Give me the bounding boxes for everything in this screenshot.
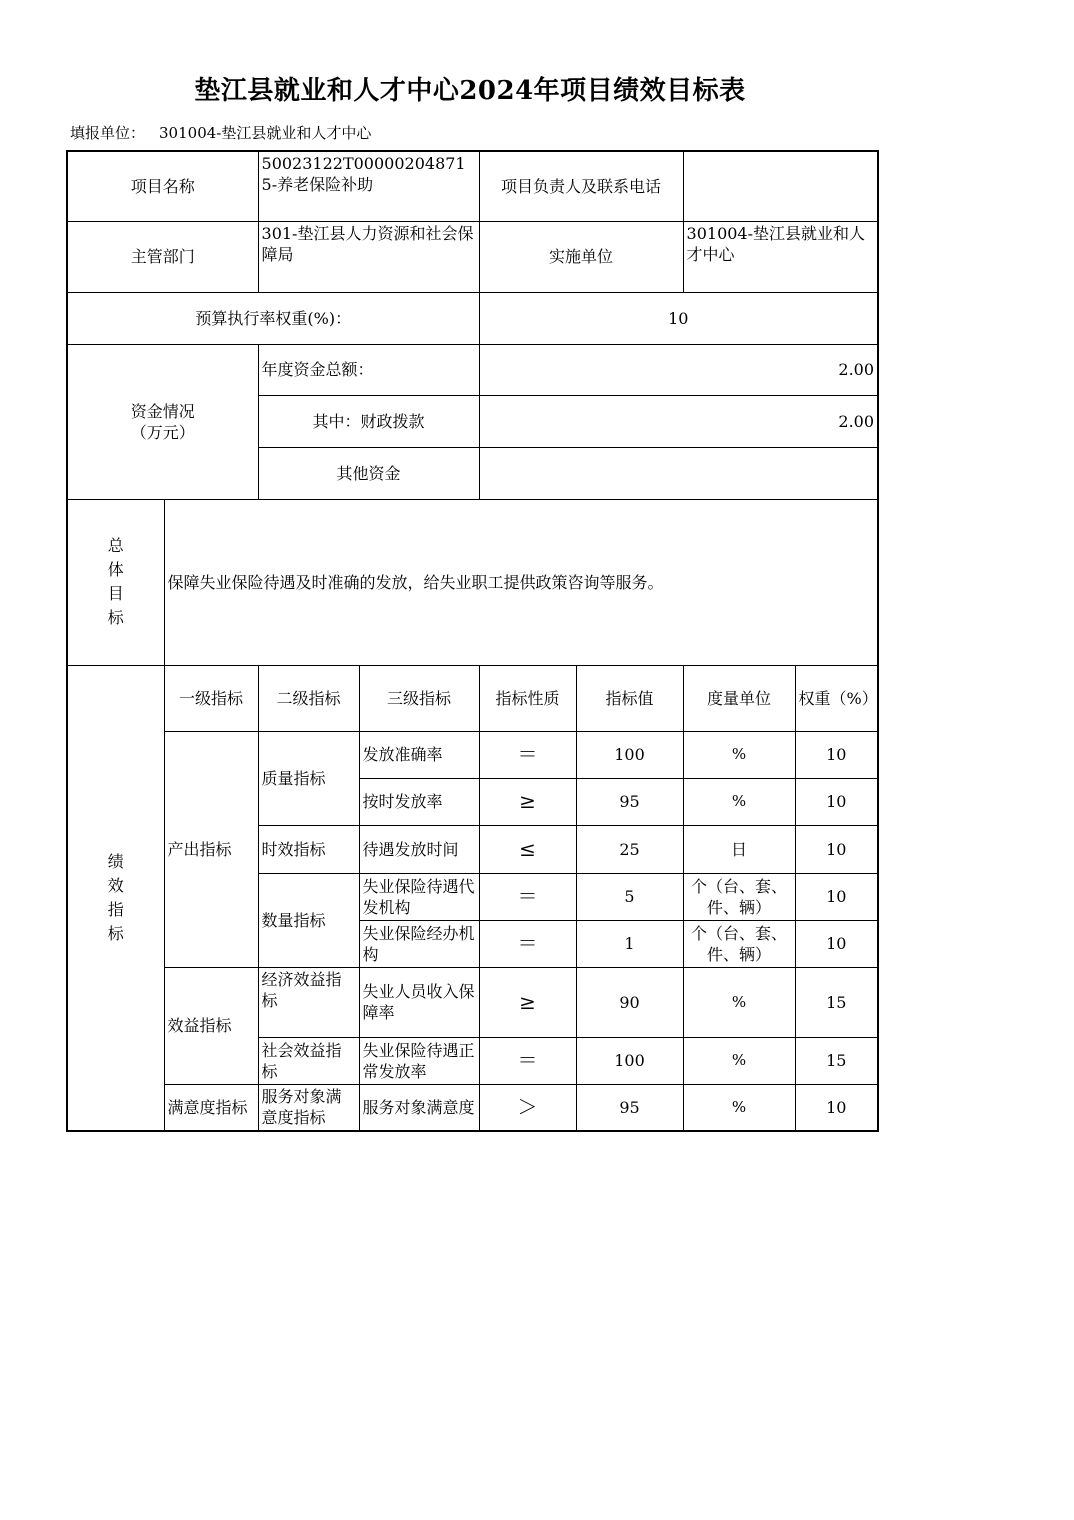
dept-label: 主管部门 [67, 221, 258, 292]
level1-cell: 效益指标 [164, 967, 258, 1084]
row-annual-total [67, 344, 878, 395]
header-value: 指标值 [576, 665, 683, 731]
other-funds-value [479, 447, 878, 499]
level3-cell: 失业保险待遇正常发放率 [359, 1037, 479, 1084]
level1-cell: 满意度指标 [164, 1084, 258, 1131]
weight-cell: 10 [795, 920, 878, 967]
level2-cell: 经济效益指标 [258, 967, 359, 1037]
weight-cell: 10 [795, 731, 878, 778]
fill-unit [70, 122, 385, 143]
nature-cell: ≤ [479, 825, 576, 873]
goal-char: 总 [107, 536, 124, 555]
header-nature: 指标性质 [479, 665, 576, 731]
level2-cell: 社会效益指标 [258, 1037, 359, 1084]
level3-cell: 待遇发放时间 [359, 825, 479, 873]
unit-cell: 个（台、套、件、辆） [683, 920, 795, 967]
weight-cell: 10 [795, 873, 878, 920]
dept-value: 301-垫江县人力资源和社会保障局 [258, 221, 479, 292]
weight-cell: 15 [795, 967, 878, 1037]
overall-goal-text: 保障失业保险待遇及时准确的发放，给失业职工提供政策咨询等服务。 [164, 499, 878, 665]
fiscal-value: 2.00 [479, 395, 878, 447]
row-overall-goal [67, 499, 878, 665]
unit-cell: % [683, 967, 795, 1037]
nature-cell: ≥ [479, 967, 576, 1037]
value-cell: 95 [576, 778, 683, 825]
annual-total-value: 2.00 [479, 344, 878, 395]
unit-cell: % [683, 731, 795, 778]
goal-char: 体 [107, 560, 124, 579]
perf-char: 标 [107, 923, 124, 943]
value-cell: 100 [576, 731, 683, 778]
budget-rate-value: 10 [479, 292, 878, 344]
value-cell: 90 [576, 967, 683, 1037]
funds-label [67, 344, 258, 499]
performance-label [67, 665, 164, 1131]
perf-char: 指 [107, 899, 124, 919]
value-cell: 100 [576, 1037, 683, 1084]
contact-label: 项目负责人及联系电话 [479, 151, 683, 221]
weight-cell: 10 [795, 778, 878, 825]
overall-goal-label [67, 499, 164, 665]
row-indicator-header [67, 665, 878, 731]
level2-cell: 服务对象满意度指标 [258, 1084, 359, 1131]
header-level3: 三级指标 [359, 665, 479, 731]
value-cell: 5 [576, 873, 683, 920]
goal-char: 目 [107, 584, 124, 603]
perf-char: 效 [107, 875, 124, 895]
value-cell: 95 [576, 1084, 683, 1131]
funds-label-line1: 资金情况 [130, 401, 195, 421]
contact-value [683, 151, 878, 221]
impl-label: 实施单位 [479, 221, 683, 292]
value-cell: 1 [576, 920, 683, 967]
table-row [67, 731, 878, 778]
row-project-name [67, 151, 878, 221]
table-row [67, 1084, 878, 1131]
other-funds-label: 其他资金 [258, 447, 479, 499]
nature-cell: ＝ [479, 873, 576, 920]
level2-cell: 数量指标 [258, 873, 359, 967]
level3-cell: 失业人员收入保障率 [359, 967, 479, 1037]
perf-char: 绩 [107, 851, 124, 871]
level2-cell: 质量指标 [258, 731, 359, 825]
funds-label-line2: （万元） [130, 422, 195, 442]
nature-cell: ＝ [479, 1037, 576, 1084]
goal-char: 标 [107, 608, 124, 627]
row-budget-rate [67, 292, 878, 344]
level1-cell: 产出指标 [164, 731, 258, 967]
row-department [67, 221, 878, 292]
nature-cell: ＝ [479, 731, 576, 778]
performance-table [66, 150, 879, 1132]
weight-cell: 10 [795, 1084, 878, 1131]
fiscal-label: 其中：财政拨款 [258, 395, 479, 447]
weight-cell: 15 [795, 1037, 878, 1084]
unit-cell: 个（台、套、件、辆） [683, 873, 795, 920]
unit-cell: % [683, 1084, 795, 1131]
nature-cell: ＞ [479, 1084, 576, 1131]
impl-value: 301004-垫江县就业和人才中心 [683, 221, 878, 292]
budget-rate-label: 预算执行率权重(%)： [67, 292, 479, 344]
level2-cell: 时效指标 [258, 825, 359, 873]
unit-cell: % [683, 778, 795, 825]
level3-cell: 失业保险待遇代发机构 [359, 873, 479, 920]
project-name-label: 项目名称 [67, 151, 258, 221]
header-level2: 二级指标 [258, 665, 359, 731]
level3-cell: 发放准确率 [359, 731, 479, 778]
weight-cell: 10 [795, 825, 878, 873]
header-unit: 度量单位 [683, 665, 795, 731]
nature-cell: ＝ [479, 920, 576, 967]
fill-unit-value: 301004-垫江县就业和人才中心 [159, 124, 372, 142]
unit-cell: 日 [683, 825, 795, 873]
project-name-value: 50023122T000002048715-养老保险补助 [258, 151, 479, 221]
header-weight: 权重（%） [795, 665, 878, 731]
level3-cell: 按时发放率 [359, 778, 479, 825]
nature-cell: ≥ [479, 778, 576, 825]
unit-cell: % [683, 1037, 795, 1084]
value-cell: 25 [576, 825, 683, 873]
table-row [67, 967, 878, 1037]
annual-total-label: 年度资金总额： [258, 344, 479, 395]
fill-unit-label: 填报单位： [70, 124, 146, 142]
header-level1: 一级指标 [164, 665, 258, 731]
level3-cell: 服务对象满意度 [359, 1084, 479, 1131]
page-title: 垫江县就业和人才中心2024年项目绩效目标表 [194, 76, 746, 106]
level3-cell: 失业保险经办机构 [359, 920, 479, 967]
